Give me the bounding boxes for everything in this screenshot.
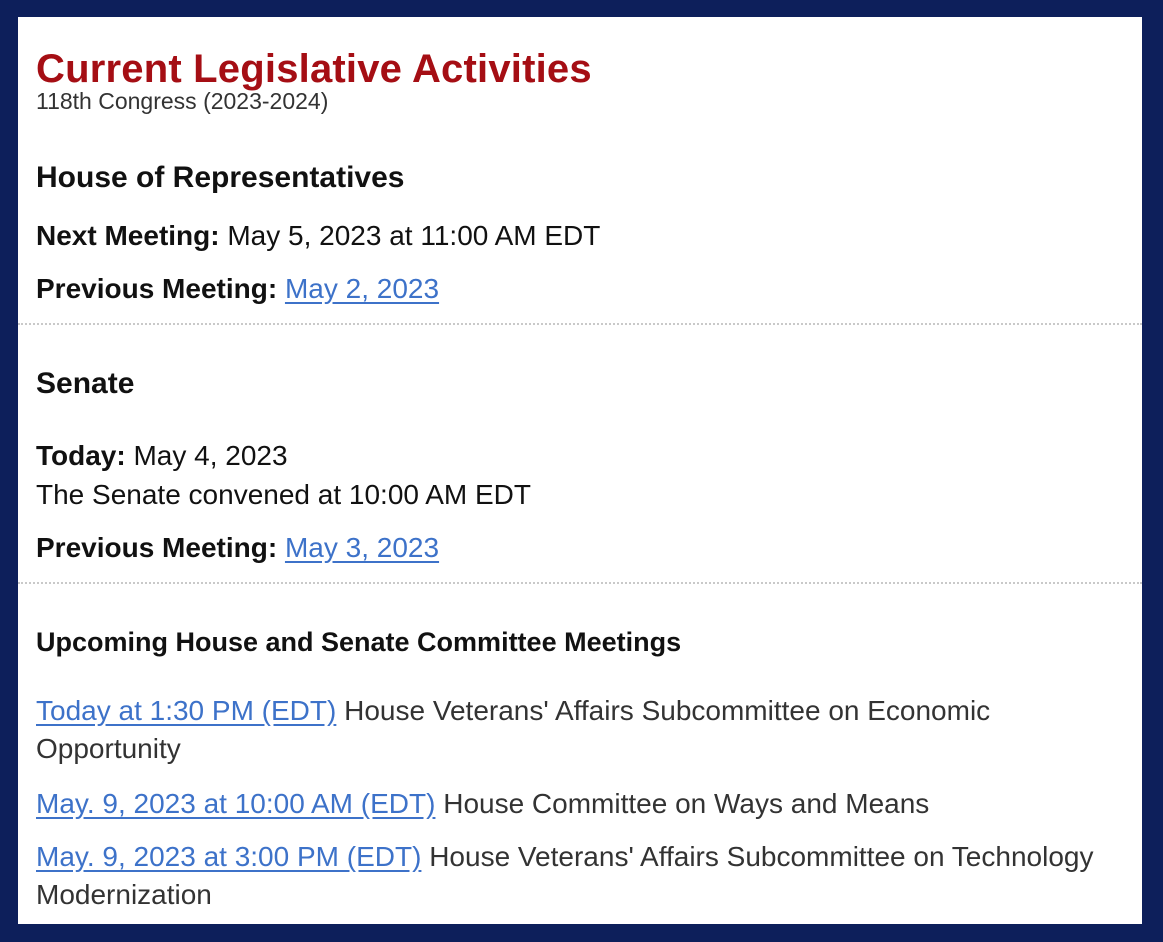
senate-heading: Senate [36, 367, 135, 400]
page-title: Current Legislative Activities [36, 47, 592, 91]
committee-meeting-item [36, 838, 1108, 914]
committee-time-link[interactable]: Today at 1:30 PM (EDT) [36, 695, 337, 726]
senate-today-label: Today: [36, 440, 126, 471]
divider [18, 323, 1142, 325]
committee-description: House Committee on Ways and Means [443, 788, 930, 819]
house-previous-meeting [36, 272, 439, 306]
committee-description: House Veterans' Affairs Subcommittee on Technology Modernization [36, 841, 1094, 910]
house-next-meeting [36, 219, 600, 253]
committees-heading: Upcoming House and Senate Committee Meetings [36, 627, 682, 657]
committee-meeting-item [36, 692, 1138, 768]
house-heading: House of Representatives [36, 161, 405, 194]
house-next-value: May 5, 2023 at 11:00 AM EDT [227, 220, 601, 251]
congress-subtitle: 118th Congress (2023-2024) [36, 88, 329, 114]
senate-today [36, 439, 288, 473]
senate-previous-link[interactable]: May 3, 2023 [284, 532, 440, 563]
divider [18, 582, 1142, 584]
committee-time-link[interactable]: May. 9, 2023 at 10:00 AM (EDT) [36, 788, 436, 819]
committee-description: House Veterans' Affairs Subcommittee on Economic Opportunity [36, 695, 991, 764]
senate-previous-label: Previous Meeting: [36, 532, 278, 563]
senate-today-value: May 4, 2023 [133, 440, 288, 471]
house-next-label: Next Meeting: [36, 220, 220, 251]
legislative-activities-panel [18, 17, 1142, 924]
senate-convened-text: The Senate convened at 10:00 AM EDT [36, 479, 531, 510]
committee-time-link[interactable]: May. 9, 2023 at 3:00 PM (EDT) [36, 841, 422, 872]
house-previous-label: Previous Meeting: [36, 273, 278, 304]
senate-previous-meeting [36, 531, 439, 565]
house-previous-link[interactable]: May 2, 2023 [284, 273, 440, 304]
committee-meeting-item [36, 785, 1138, 823]
